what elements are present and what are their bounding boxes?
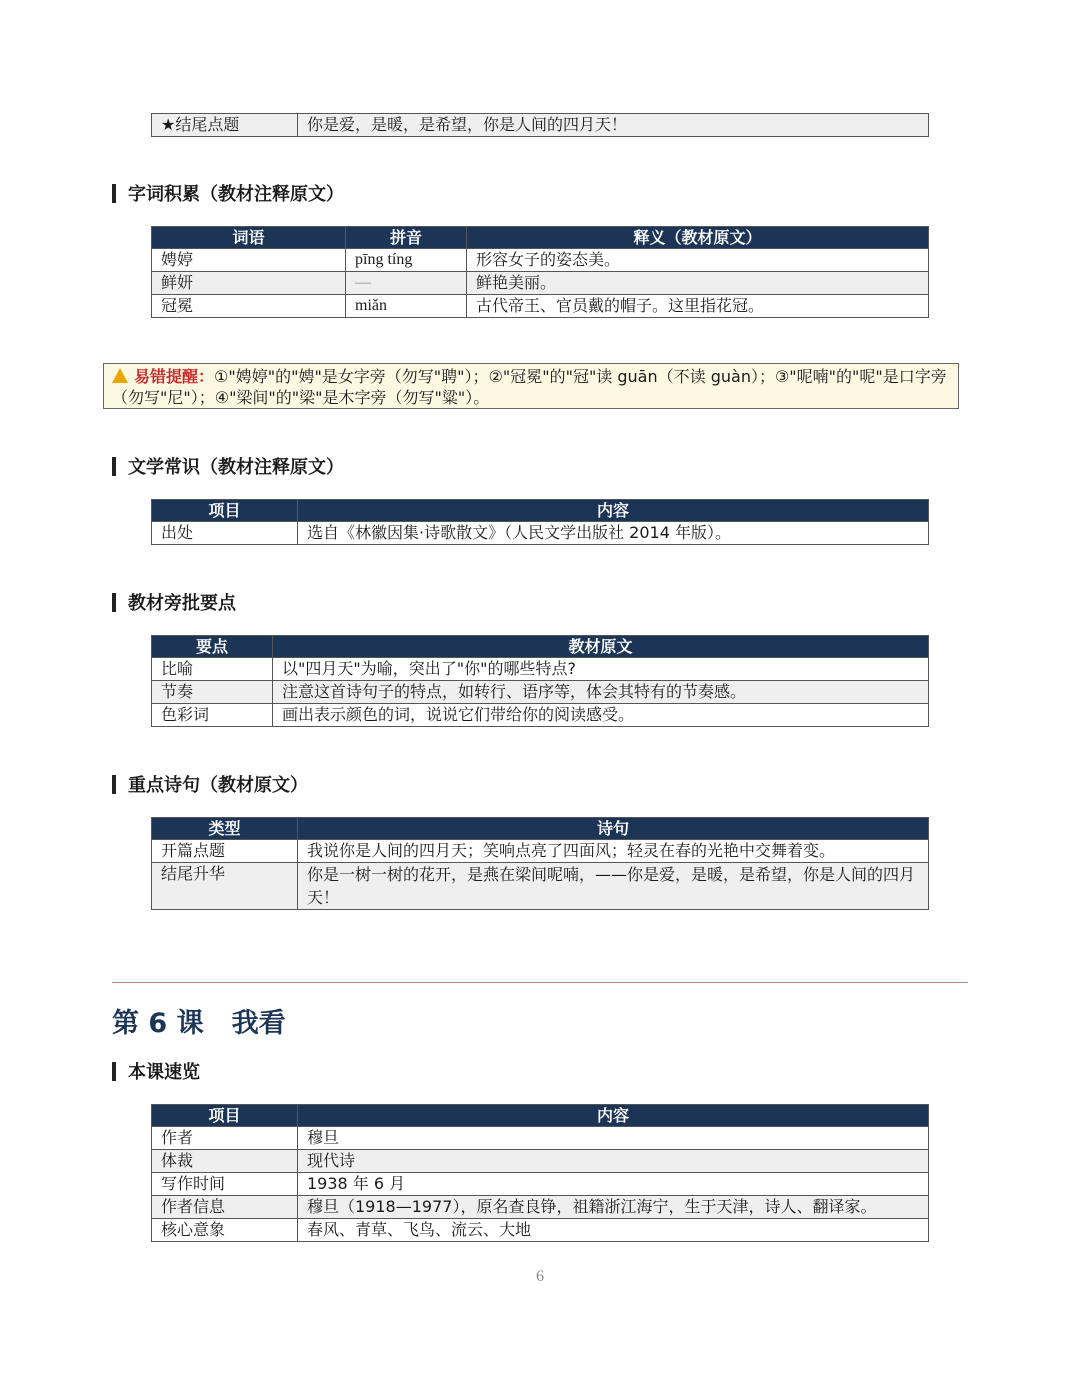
page-number: 6 bbox=[536, 1268, 544, 1285]
table-cell: 1938 年 6 月 bbox=[298, 1173, 929, 1196]
warning-icon bbox=[112, 368, 128, 383]
table-header-row bbox=[152, 227, 929, 249]
table-row bbox=[152, 1127, 929, 1150]
table-cell: 作者信息 bbox=[152, 1196, 298, 1219]
table-row bbox=[152, 658, 929, 681]
column-header: 诗句 bbox=[298, 818, 929, 840]
section-heading-key-lines bbox=[112, 772, 308, 796]
section-title: 文学常识（教材注释原文） bbox=[128, 457, 344, 478]
table-row bbox=[152, 1196, 929, 1219]
table-cell: 体裁 bbox=[152, 1150, 298, 1173]
column-header: 内容 bbox=[298, 500, 929, 522]
table-cell: 节奏 bbox=[152, 681, 273, 704]
table-cell: 开篇点题 bbox=[152, 840, 298, 863]
table-cell: ★结尾点题 bbox=[152, 114, 298, 137]
table-row bbox=[152, 681, 929, 704]
table-cell: 你是爱，是暖，是希望，你是人间的四月天！ bbox=[298, 114, 929, 137]
literature-table bbox=[151, 499, 929, 545]
heading-bar bbox=[112, 593, 116, 612]
alert-label: 易错提醒： bbox=[134, 367, 215, 386]
column-header: 项目 bbox=[152, 500, 298, 522]
table-cell: 比喻 bbox=[152, 658, 273, 681]
section-heading-annotations bbox=[112, 590, 236, 614]
table-cell: 形容女子的姿态美。 bbox=[467, 249, 929, 272]
table-cell: 出处 bbox=[152, 522, 298, 545]
column-header: 类型 bbox=[152, 818, 298, 840]
table-cell: 选自《林徽因集·诗歌散文》（人民文学出版社 2014 年版）。 bbox=[298, 522, 929, 545]
table-row bbox=[152, 272, 929, 295]
table-cell: 冠冕 bbox=[152, 295, 346, 318]
column-header: 要点 bbox=[152, 636, 273, 658]
lesson-number: 第 6 课 bbox=[112, 1008, 204, 1039]
table-cell: 核心意象 bbox=[152, 1219, 298, 1242]
table-cell: 你是一树一树的花开，是燕在梁间呢喃，——你是爱，是暖，是希望，你是人间的四月天！ bbox=[298, 863, 929, 910]
table-cell: 穆旦 bbox=[298, 1127, 929, 1150]
overview-table bbox=[151, 1104, 929, 1242]
table-cell: 穆旦（1918—1977），原名查良铮，祖籍浙江海宁，生于天津，诗人、翻译家。 bbox=[298, 1196, 929, 1219]
column-header: 教材原文 bbox=[273, 636, 929, 658]
table-row bbox=[152, 863, 929, 910]
section-heading-overview bbox=[112, 1059, 200, 1083]
column-header: 项目 bbox=[152, 1105, 298, 1127]
lesson-divider bbox=[112, 982, 968, 983]
table-header-row bbox=[152, 1105, 929, 1127]
column-header: 拼音 bbox=[346, 227, 467, 249]
table-cell: 画出表示颜色的词，说说它们带给你的阅读感受。 bbox=[273, 704, 929, 727]
table-cell: pīng tíng bbox=[346, 249, 467, 272]
error-alert-box bbox=[103, 363, 959, 409]
section-heading-literature bbox=[112, 454, 344, 478]
table-row bbox=[152, 295, 929, 318]
section-title: 字词积累（教材注释原文） bbox=[128, 184, 344, 205]
table-cell: 现代诗 bbox=[298, 1150, 929, 1173]
table-row bbox=[152, 1173, 929, 1196]
heading-bar bbox=[112, 775, 116, 794]
table-cell: 色彩词 bbox=[152, 704, 273, 727]
column-header: 内容 bbox=[298, 1105, 929, 1127]
annotations-table bbox=[151, 635, 929, 727]
section-title: 重点诗句（教材原文） bbox=[128, 775, 308, 796]
table-row bbox=[152, 114, 929, 137]
table-cell: 鲜艳美丽。 bbox=[467, 272, 929, 295]
table-cell: 我说你是人间的四月天；笑响点亮了四面风；轻灵在春的光艳中交舞着变。 bbox=[298, 840, 929, 863]
column-header: 词语 bbox=[152, 227, 346, 249]
table-cell: 古代帝王、官员戴的帽子。这里指花冠。 bbox=[467, 295, 929, 318]
table-row bbox=[152, 249, 929, 272]
table-cell: 写作时间 bbox=[152, 1173, 298, 1196]
table-header-row bbox=[152, 818, 929, 840]
table-row bbox=[152, 522, 929, 545]
heading-bar bbox=[112, 1062, 116, 1081]
table-cell: miǎn bbox=[346, 295, 467, 318]
table-cell: 结尾升华 bbox=[152, 863, 298, 910]
table-cell: 春风、青草、飞鸟、流云、大地 bbox=[298, 1219, 929, 1242]
key-lines-table bbox=[151, 817, 929, 910]
section-title: 本课速览 bbox=[128, 1062, 200, 1083]
section-heading-vocab bbox=[112, 181, 344, 205]
column-header: 释义（教材原文） bbox=[467, 227, 929, 249]
lesson-title bbox=[112, 1001, 286, 1040]
ending-table bbox=[151, 113, 929, 137]
alert-text: ①"娉婷"的"娉"是女字旁（勿写"聘"）；②"冠冕"的"冠"读 guān（不读 guàn）；③"呢喃"的"呢"是口字旁（勿写"尼"）；④"梁间"的"梁"是木字旁（勿写"粱"）。 bbox=[112, 367, 947, 407]
section-title: 教材旁批要点 bbox=[128, 593, 236, 614]
vocab-table bbox=[151, 226, 929, 318]
table-row bbox=[152, 840, 929, 863]
table-cell: 作者 bbox=[152, 1127, 298, 1150]
heading-bar bbox=[112, 184, 116, 203]
table-cell: 注意这首诗句子的特点，如转行、语序等，体会其特有的节奏感。 bbox=[273, 681, 929, 704]
table-cell: — bbox=[346, 272, 467, 295]
table-row bbox=[152, 704, 929, 727]
table-cell: 鲜妍 bbox=[152, 272, 346, 295]
table-cell: 以"四月天"为喻，突出了"你"的哪些特点? bbox=[273, 658, 929, 681]
table-cell: 娉婷 bbox=[152, 249, 346, 272]
heading-bar bbox=[112, 457, 116, 476]
table-header-row bbox=[152, 500, 929, 522]
table-row bbox=[152, 1150, 929, 1173]
table-header-row bbox=[152, 636, 929, 658]
lesson-name: 我看 bbox=[231, 1008, 286, 1039]
table-row bbox=[152, 1219, 929, 1242]
